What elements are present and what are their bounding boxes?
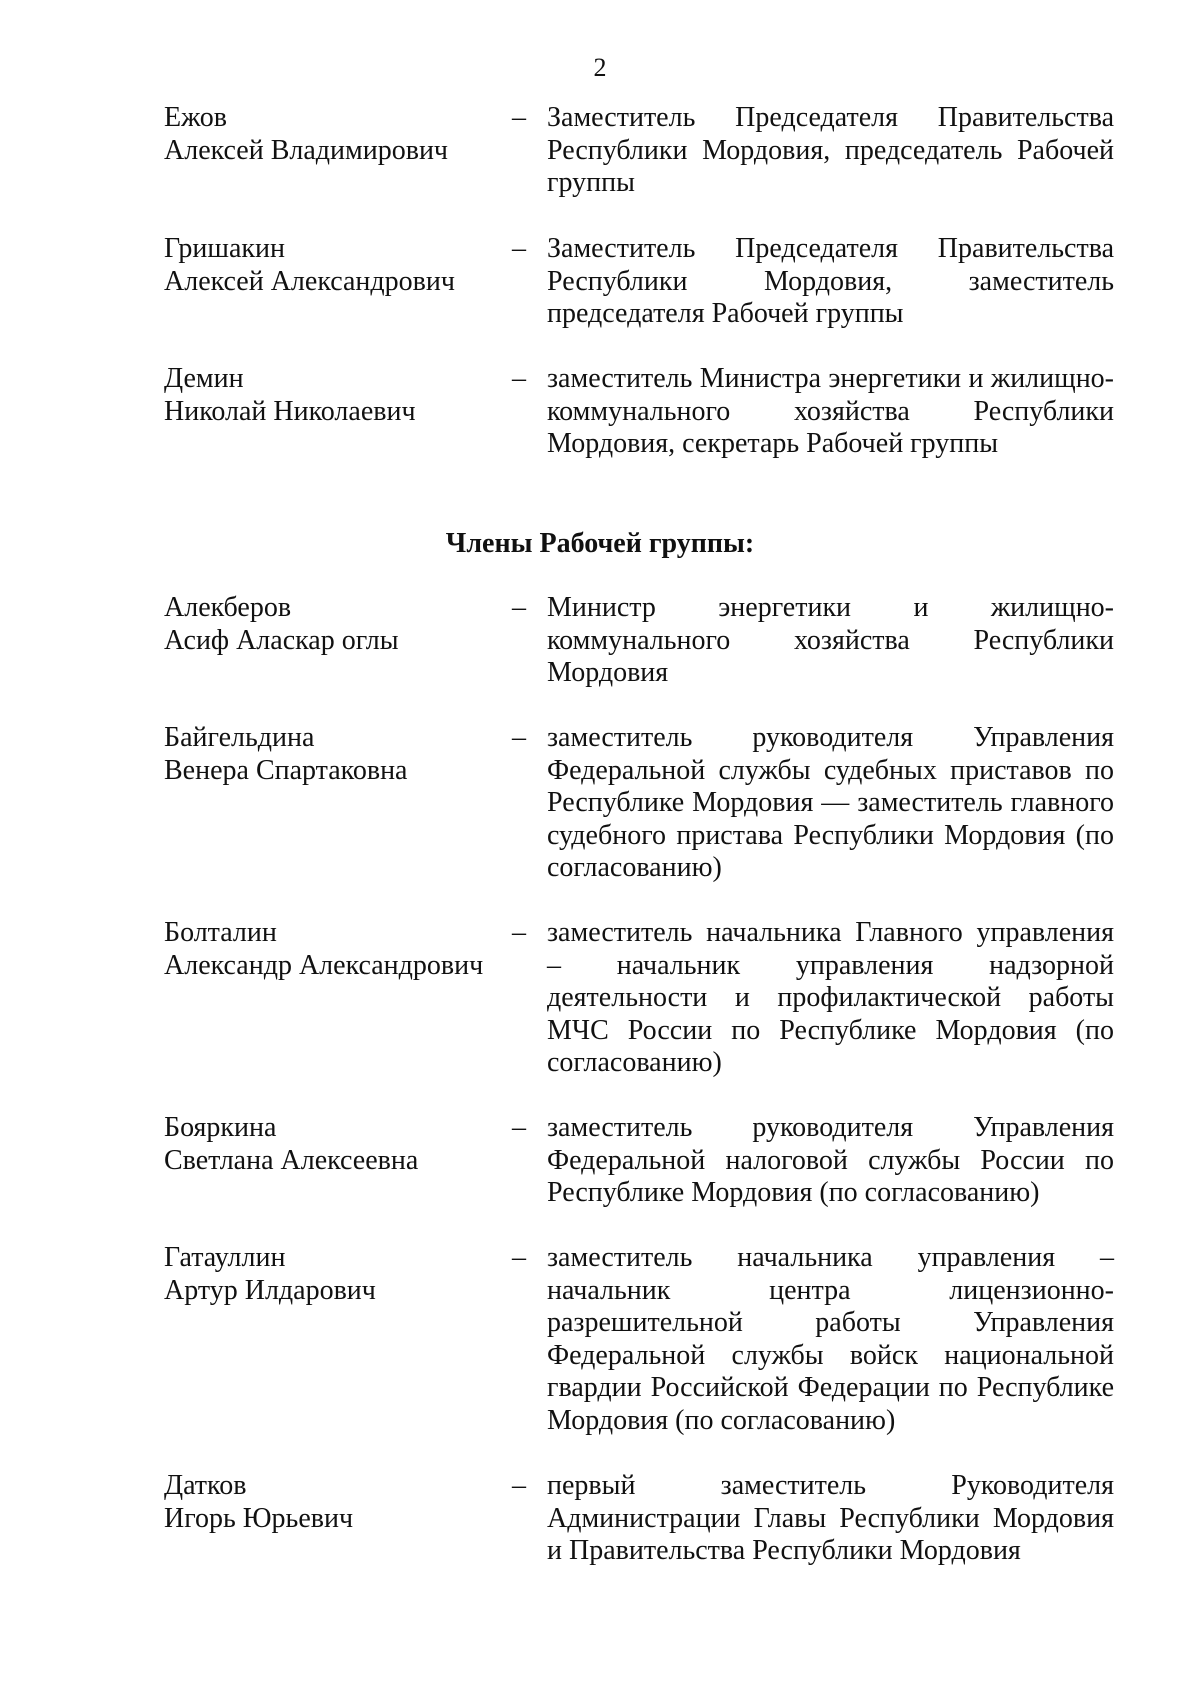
person-given-name: Светлана Алексеевна [164, 1144, 419, 1176]
separator-dash: – [512, 722, 526, 753]
section-heading-members: Члены Рабочей группы: [445, 528, 755, 559]
person-surname: Болталин [164, 917, 277, 948]
person-given-name: Алексей Александрович [164, 265, 455, 297]
separator-dash: – [512, 233, 526, 264]
person-given-name: Венера Спартаковна [164, 754, 408, 786]
person-role: Министр энергетики и жилищно-коммунального хозяйства Республики Мордовия [547, 592, 1114, 688]
person-name [164, 917, 504, 982]
person-surname: Байгельдина [164, 722, 315, 753]
person-surname: Бояркина [164, 1112, 277, 1143]
person-surname: Гатауллин [164, 1242, 286, 1273]
person-surname: Гришакин [164, 233, 285, 264]
person-role: заместитель руководителя Управления Федеральной налоговой службы России по Республике Мордовия (по согласованию) [547, 1112, 1114, 1208]
person-name [164, 1470, 504, 1535]
person-name [164, 233, 504, 298]
separator-dash: – [512, 917, 526, 948]
person-role: заместитель Министра энергетики и жилищно-коммунального хозяйства Республики Мордовия, секретарь Рабочей группы [547, 363, 1114, 459]
separator-dash: – [512, 1112, 526, 1143]
person-role: Заместитель Председателя Правительства Республики Мордовия, заместитель председателя Рабочей группы [547, 233, 1114, 329]
person-surname: Ежов [164, 102, 227, 133]
person-surname: Алекберов [164, 592, 292, 623]
separator-dash: – [512, 363, 526, 394]
person-role: Заместитель Председателя Правительства Республики Мордовия, председатель Рабочей группы [547, 102, 1114, 198]
person-role: заместитель начальника управления – начальник центра лицензионно-разрешительной работы Управления Федеральной службы войск национальной гвардии Российской Федерации по Республике Мордовия (по согласованию) [547, 1242, 1114, 1436]
person-given-name: Артур Илдарович [164, 1274, 376, 1306]
person-given-name: Игорь Юрьевич [164, 1502, 354, 1534]
person-given-name: Алексей Владимирович [164, 134, 449, 166]
person-name [164, 102, 504, 167]
person-name [164, 1242, 504, 1307]
separator-dash: – [512, 1470, 526, 1501]
person-surname: Демин [164, 363, 244, 394]
separator-dash: – [512, 102, 526, 133]
person-given-name: Асиф Аласкар оглы [164, 624, 399, 656]
page-number: 2 [593, 53, 607, 82]
person-name [164, 1112, 504, 1177]
separator-dash: – [512, 592, 526, 623]
separator-dash: – [512, 1242, 526, 1273]
person-surname: Датков [164, 1470, 247, 1501]
person-name [164, 722, 504, 787]
person-role: первый заместитель Руководителя Администрации Главы Республики Мордовия и Правительства Республики Мордовия [547, 1470, 1114, 1566]
person-given-name: Александр Александрович [164, 949, 484, 981]
person-given-name: Николай Николаевич [164, 395, 416, 427]
person-role: заместитель руководителя Управления Федеральной службы судебных приставов по Республике Мордовия — заместитель главного судебного пристава Республики Мордовия (по согласованию) [547, 722, 1114, 883]
person-name [164, 592, 504, 657]
person-role: заместитель начальника Главного управления – начальник управления надзорной деятельности и профилактической работы МЧС России по Республике Мордовия (по согласованию) [547, 917, 1114, 1078]
person-name [164, 363, 504, 428]
